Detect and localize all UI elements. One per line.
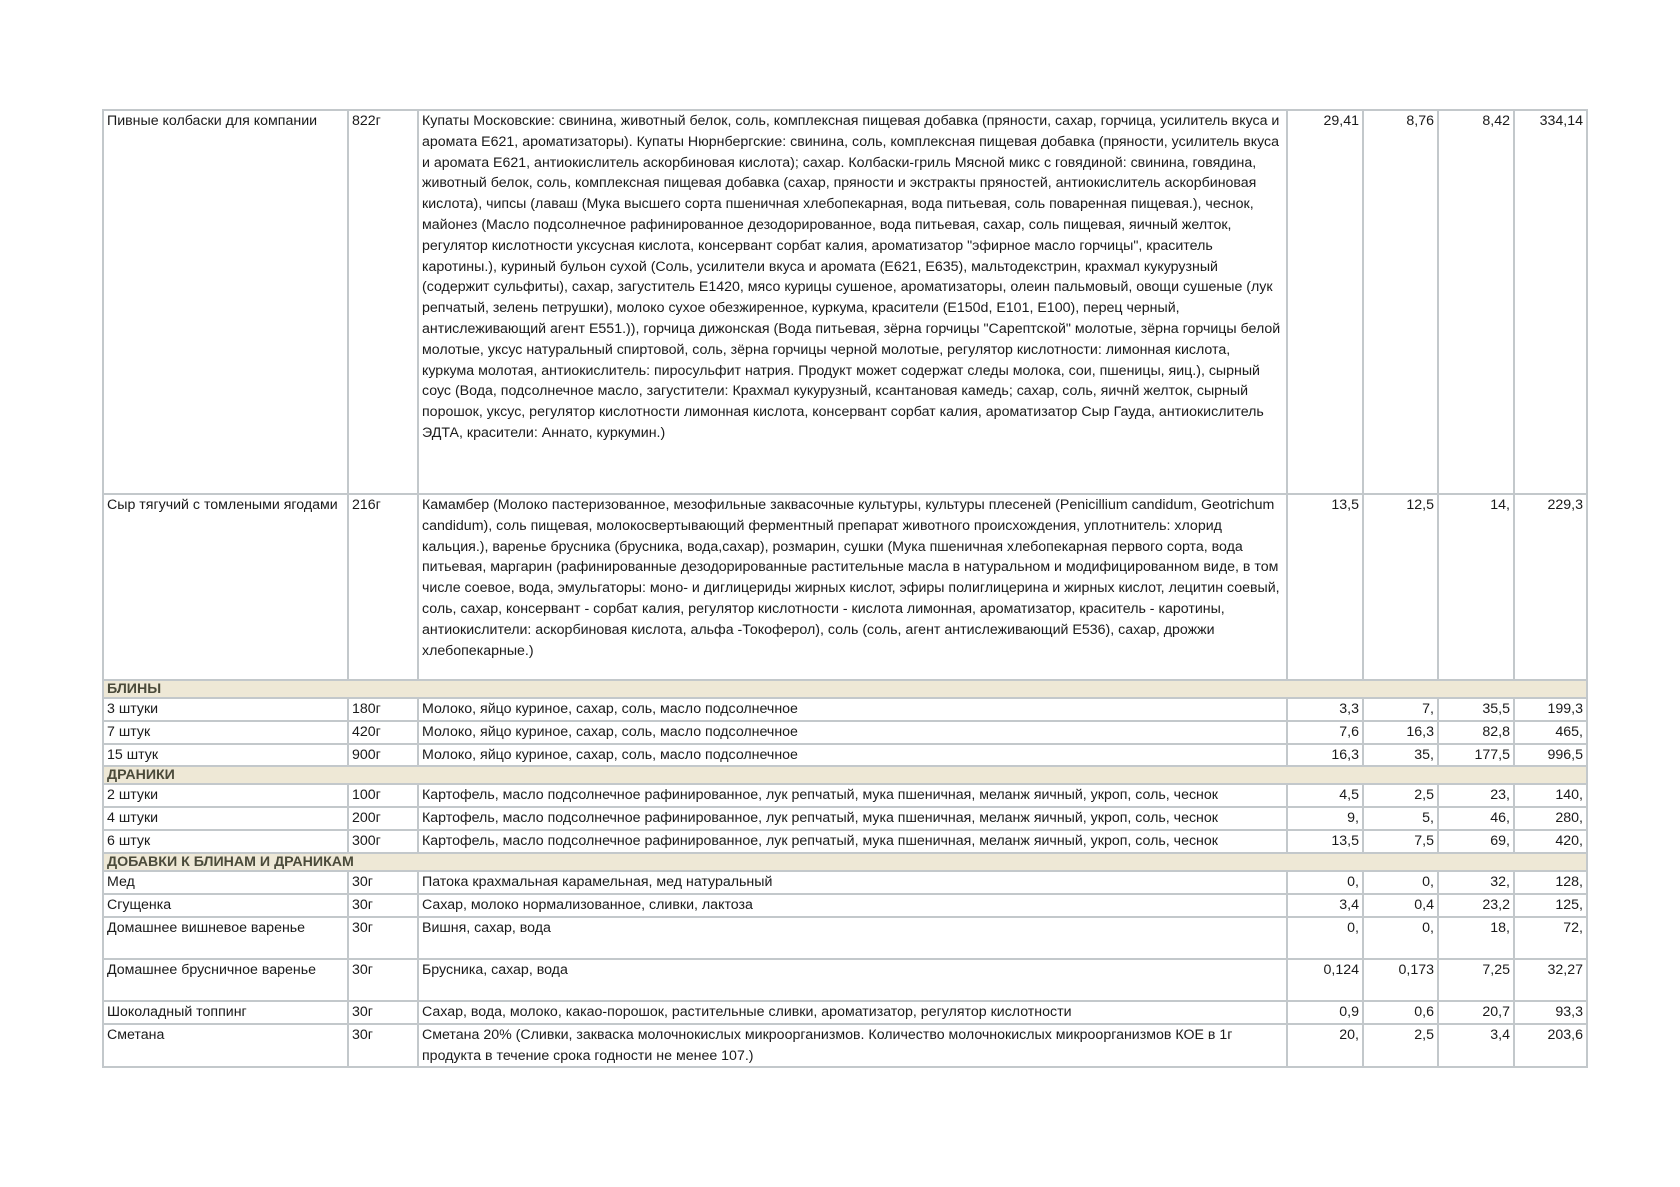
item-name: 7 штук	[103, 721, 348, 744]
item-fat: 0,4	[1363, 894, 1438, 917]
item-composition: Сметана 20% (Сливки, закваска молочнокислых микроорганизмов. Количество молочнокислых микроорганизмов КОЕ в 1г продукта в течение срока годности не менее 107.)	[418, 1024, 1287, 1068]
item-composition: Картофель, масло подсолнечное рафинированное, лук репчатый, мука пшеничная, меланж яичный, укроп, соль, чеснок	[418, 830, 1287, 853]
item-carbs: 32,	[1438, 871, 1514, 894]
table-row	[103, 1024, 1587, 1068]
item-name: 3 штуки	[103, 698, 348, 721]
item-protein: 20,	[1287, 1024, 1363, 1068]
item-fat: 0,	[1363, 917, 1438, 959]
section-header-row	[103, 766, 1587, 784]
item-carbs: 23,	[1438, 784, 1514, 807]
item-protein: 0,124	[1287, 959, 1363, 1001]
table-row	[103, 894, 1587, 917]
item-kcal: 203,6	[1514, 1024, 1587, 1068]
item-carbs: 82,8	[1438, 721, 1514, 744]
item-carbs: 20,7	[1438, 1001, 1514, 1024]
item-name: Сгущенка	[103, 894, 348, 917]
item-protein: 0,	[1287, 871, 1363, 894]
item-name: Домашнее брусничное варенье	[103, 959, 348, 1001]
item-kcal: 334,14	[1514, 110, 1587, 494]
item-composition: Сахар, вода, молоко, какао-порошок, растительные сливки, ароматизатор, регулятор кислотности	[418, 1001, 1287, 1024]
section-title: БЛИНЫ	[103, 680, 1587, 698]
item-fat: 8,76	[1363, 110, 1438, 494]
table-row	[103, 721, 1587, 744]
item-composition: Патока крахмальная карамельная, мед натуральный	[418, 871, 1287, 894]
item-name: Сыр тягучий с томлеными ягодами	[103, 494, 348, 680]
item-name: Домашнее вишневое варенье	[103, 917, 348, 959]
item-carbs: 46,	[1438, 807, 1514, 830]
item-protein: 0,	[1287, 917, 1363, 959]
item-protein: 29,41	[1287, 110, 1363, 494]
item-weight: 30г	[348, 1024, 418, 1068]
item-kcal: 996,5	[1514, 744, 1587, 767]
item-kcal: 280,	[1514, 807, 1587, 830]
item-carbs: 69,	[1438, 830, 1514, 853]
item-carbs: 23,2	[1438, 894, 1514, 917]
item-weight: 822г	[348, 110, 418, 494]
item-kcal: 465,	[1514, 721, 1587, 744]
item-name: 2 штуки	[103, 784, 348, 807]
item-kcal: 140,	[1514, 784, 1587, 807]
item-protein: 3,3	[1287, 698, 1363, 721]
section-header-row	[103, 680, 1587, 698]
table-row	[103, 494, 1587, 680]
item-composition: Брусника, сахар, вода	[418, 959, 1287, 1001]
item-weight: 216г	[348, 494, 418, 680]
item-name: Пивные колбаски для компании	[103, 110, 348, 494]
item-fat: 2,5	[1363, 1024, 1438, 1068]
item-name: Мед	[103, 871, 348, 894]
item-fat: 0,173	[1363, 959, 1438, 1001]
section-header-row	[103, 853, 1587, 871]
item-weight: 30г	[348, 1001, 418, 1024]
table-row	[103, 959, 1587, 1001]
item-composition: Камамбер (Молоко пастеризованное, мезофильные заквасочные культуры, культуры плесеней (Penicillium candidum, Geotrichum candidum), соль пищевая, молокосвертывающий ферментный препарат животного происхождения, уплотнитель: хлорид кальция.), варенье брусника (брусника, вода,сахар), розмарин, сушки (Мука пшеничная хлебопекарная первого сорта, вода питьевая, маргарин (рафинированные дезодорированные растительные масла в натуральном и модифицированном виде, в том числе соевое, вода, эмульгаторы: моно- и диглицериды жирных кислот, эфиры полиглицерина и жирных кислот, лецитин соевый, соль, сахар, консервант - сорбат калия, регулятор кислотности - кислота лимонная, ароматизатор, краситель - каротины, антиокислители: аскорбиновая кислота, альфа -Токоферол), соль (соль, агент антислеживающий Е536), сахар, дрожжи хлебопекарные.)	[418, 494, 1287, 680]
item-composition: Вишня, сахар, вода	[418, 917, 1287, 959]
item-composition: Молоко, яйцо куриное, сахар, соль, масло подсолнечное	[418, 744, 1287, 767]
item-composition: Молоко, яйцо куриное, сахар, соль, масло подсолнечное	[418, 698, 1287, 721]
item-fat: 0,6	[1363, 1001, 1438, 1024]
table-row	[103, 917, 1587, 959]
table-row	[103, 110, 1587, 494]
table-row	[103, 807, 1587, 830]
item-protein: 9,	[1287, 807, 1363, 830]
item-kcal: 125,	[1514, 894, 1587, 917]
item-carbs: 8,42	[1438, 110, 1514, 494]
item-protein: 16,3	[1287, 744, 1363, 767]
item-name: Шоколадный топпинг	[103, 1001, 348, 1024]
item-fat: 5,	[1363, 807, 1438, 830]
item-weight: 30г	[348, 959, 418, 1001]
item-name: 4 штуки	[103, 807, 348, 830]
item-protein: 4,5	[1287, 784, 1363, 807]
item-carbs: 18,	[1438, 917, 1514, 959]
item-kcal: 93,3	[1514, 1001, 1587, 1024]
item-composition: Купаты Московские: свинина, животный белок, соль, комплексная пищевая добавка (пряности, сахар, горчица, усилитель вкуса и аромата Е621, ароматизаторы). Купаты Нюрнбергские: свинина, соль, комплексная пищевая добавка (пряности, усилитель вкуса и аромата Е621, антиокислитель аскорбиновая кислота); сахар. Колбаски-гриль Мясной микс с говядиной: свинина, говядина, животный белок, соль, комплексная пищевая добавка (сахар, пряности и экстракты пряностей, антиокислитель аскорбиновая кислота), чипсы (лаваш (Мука высшего сорта пшеничная хлебопекарная, вода питьевая, соль поваренная пищевая.), чеснок, майонез (Масло подсолнечное рафинированное дезодорированное, вода питьевая, сахар, соль пищевая, яичный желток, регулятор кислотности уксусная кислота, консервант сорбат калия, ароматизатор "эфирное масло горчицы", краситель каротины.), куриный бульон сухой (Соль, усилители вкуса и аромата (Е621, Е635), мальтодекстрин, крахмал кукурузный (содержит сульфиты), сахар, загуститель Е1420, мясо курицы сушеное, ароматизаторы, олеин пальмовый, овощи сушеные (лук репчатый, зелень петрушки), молоко сухое обезжиренное, куркума, красители (Е150d, Е101, Е100), перец черный, антислеживающий агент Е551.)), горчица дижонская (Вода питьевая, зёрна горчицы "Сарептской" молотые, зёрна горчицы белой молотые, уксус натуральный спиртовой, соль, зёрна горчицы черной молотые, регулятор кислотности: лимонная кислота, куркума молотая, антиокислитель: пиросульфит натрия. Продукт может содержат следы молока, сои, пшеницы, яиц.), сырный соус (Вода, подсолнечное масло, загустители: Крахмал кукурузный, ксантановая камедь; сахар, соль, яичнй желток, сырный порошок, уксус, регулятор кислотности лимонная кислота, консервант сорбат калия, ароматизатор Сыр Гауда, антиокислитель ЭДТА, красители: Аннато, куркумин.)	[418, 110, 1287, 494]
nutrition-table	[102, 109, 1588, 1068]
item-kcal: 420,	[1514, 830, 1587, 853]
item-protein: 13,5	[1287, 830, 1363, 853]
table-row	[103, 744, 1587, 767]
item-fat: 12,5	[1363, 494, 1438, 680]
item-carbs: 3,4	[1438, 1024, 1514, 1068]
table-row	[103, 1001, 1587, 1024]
item-protein: 3,4	[1287, 894, 1363, 917]
item-composition: Картофель, масло подсолнечное рафинированное, лук репчатый, мука пшеничная, меланж яичный, укроп, соль, чеснок	[418, 784, 1287, 807]
item-fat: 16,3	[1363, 721, 1438, 744]
item-carbs: 177,5	[1438, 744, 1514, 767]
section-title: ДОБАВКИ К БЛИНАМ И ДРАНИКАМ	[103, 853, 1587, 871]
section-title: ДРАНИКИ	[103, 766, 1587, 784]
item-weight: 420г	[348, 721, 418, 744]
item-fat: 2,5	[1363, 784, 1438, 807]
item-fat: 0,	[1363, 871, 1438, 894]
table-row	[103, 784, 1587, 807]
item-weight: 30г	[348, 917, 418, 959]
item-weight: 30г	[348, 894, 418, 917]
item-composition: Молоко, яйцо куриное, сахар, соль, масло подсолнечное	[418, 721, 1287, 744]
table-row	[103, 698, 1587, 721]
item-composition: Сахар, молоко нормализованное, сливки, лактоза	[418, 894, 1287, 917]
item-weight: 30г	[348, 871, 418, 894]
item-weight: 900г	[348, 744, 418, 767]
item-kcal: 72,	[1514, 917, 1587, 959]
item-name: 6 штук	[103, 830, 348, 853]
item-weight: 180г	[348, 698, 418, 721]
item-weight: 300г	[348, 830, 418, 853]
item-fat: 35,	[1363, 744, 1438, 767]
item-carbs: 14,	[1438, 494, 1514, 680]
item-kcal: 229,3	[1514, 494, 1587, 680]
table-row	[103, 871, 1587, 894]
item-kcal: 199,3	[1514, 698, 1587, 721]
item-name: Сметана	[103, 1024, 348, 1068]
item-carbs: 7,25	[1438, 959, 1514, 1001]
item-protein: 7,6	[1287, 721, 1363, 744]
item-weight: 100г	[348, 784, 418, 807]
item-protein: 0,9	[1287, 1001, 1363, 1024]
item-fat: 7,5	[1363, 830, 1438, 853]
item-protein: 13,5	[1287, 494, 1363, 680]
item-fat: 7,	[1363, 698, 1438, 721]
item-composition: Картофель, масло подсолнечное рафинированное, лук репчатый, мука пшеничная, меланж яичный, укроп, соль, чеснок	[418, 807, 1287, 830]
item-name: 15 штук	[103, 744, 348, 767]
item-kcal: 128,	[1514, 871, 1587, 894]
item-kcal: 32,27	[1514, 959, 1587, 1001]
item-weight: 200г	[348, 807, 418, 830]
item-carbs: 35,5	[1438, 698, 1514, 721]
table-row	[103, 830, 1587, 853]
